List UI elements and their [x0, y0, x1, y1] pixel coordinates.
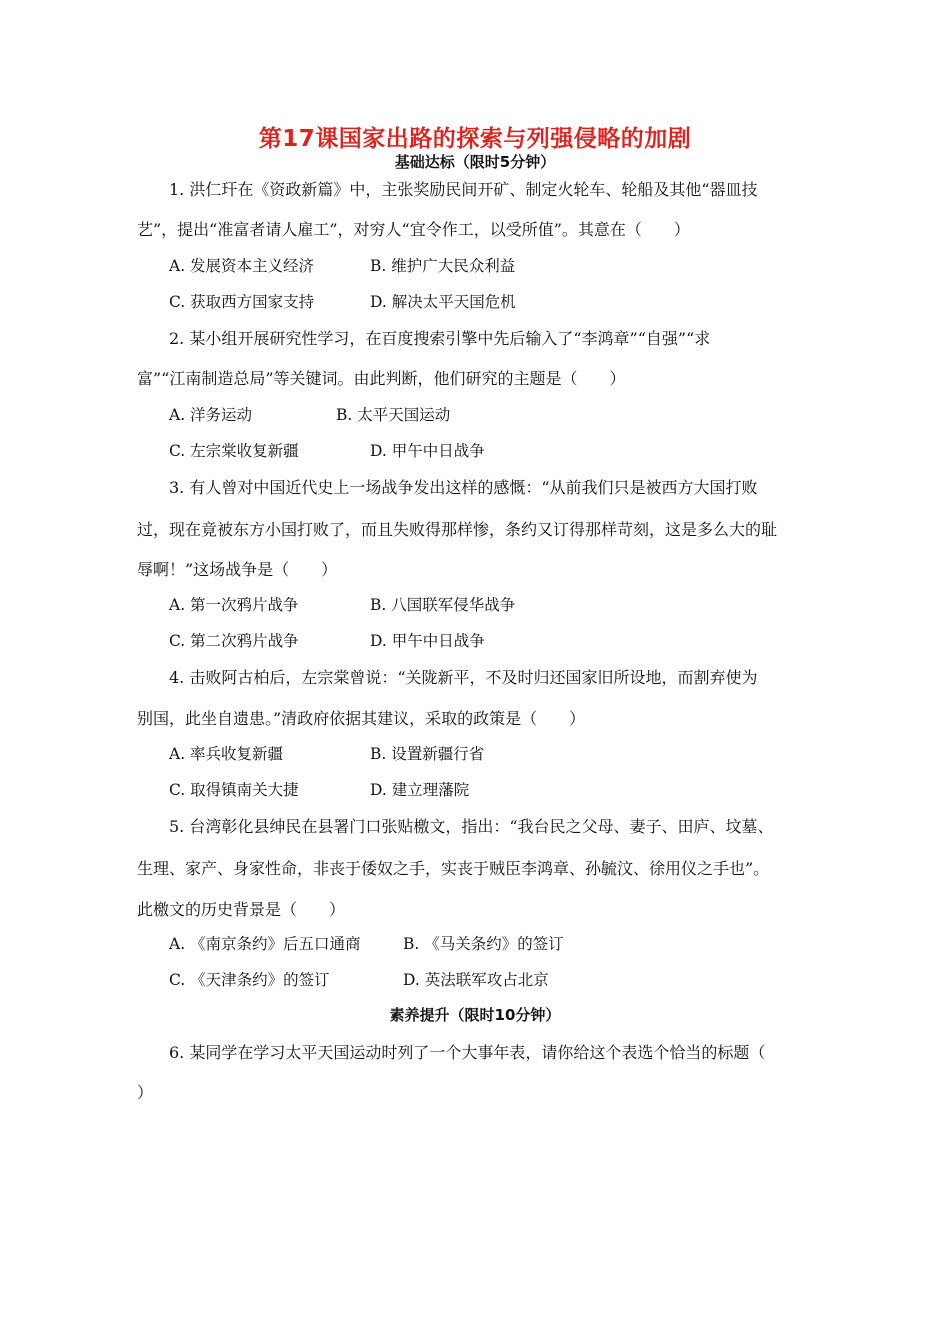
- question-3-line-3: 辱啊！”这场战争是（ ）: [137, 560, 338, 579]
- question-5-option-a: A. 《南京条约》后五口通商: [169, 935, 361, 953]
- question-4-option-a: A. 率兵收复新疆: [169, 745, 284, 763]
- question-1-option-d: D. 解决太平天国危机: [370, 293, 516, 311]
- question-2-option-a: A. 洋务运动: [169, 406, 253, 424]
- question-4-option-b: B. 设置新疆行省: [370, 745, 485, 763]
- question-5-option-c: C. 《天津条约》的签订: [169, 971, 330, 989]
- question-5-line-2: 生理、家产、身家性命，非丧于倭奴之手，实丧于贼臣李鸿章、孙毓汶、徐用仪之手也”。: [137, 859, 770, 878]
- question-3-line-1: 3. 有人曾对中国近代史上一场战争发出这样的感慨：“从前我们只是被西方大国打败: [169, 478, 758, 497]
- question-5-line-1: 5. 台湾彰化县绅民在县署门口张贴檄文，指出：“我台民之父母、妻子、田庐、坟墓、: [169, 817, 774, 836]
- question-3-option-b: B. 八国联军侵华战争: [370, 596, 516, 614]
- question-2-option-c: C. 左宗棠收复新疆: [169, 442, 299, 460]
- question-6-line-2: ）: [137, 1083, 154, 1102]
- question-2-option-b: B. 太平天国运动: [336, 406, 451, 424]
- question-4-option-d: D. 建立理藩院: [370, 781, 470, 799]
- question-1-line-1: 1. 洪仁玕在《资政新篇》中，主张奖励民间开矿、制定火轮车、轮船及其他“器皿技: [169, 180, 758, 199]
- question-2-option-d: D. 甲午中日战争: [370, 442, 485, 460]
- question-5-option-b: B. 《马关条约》的签订: [403, 935, 564, 953]
- section-heading-advanced: 素养提升（限时10分钟）: [389, 1006, 561, 1024]
- question-4-line-2: 别国，此坐自遗患。”清政府依据其建议，采取的政策是（ ）: [137, 709, 586, 728]
- page-title: 第17课国家出路的探索与列强侵略的加剧: [258, 126, 692, 152]
- question-1-option-c: C. 获取西方国家支持: [169, 293, 315, 311]
- question-4-line-1: 4. 击败阿古柏后，左宗棠曾说：“关陇新平，不及时归还国家旧所设地，而割弃使为: [169, 668, 758, 687]
- question-6-line-1: 6. 某同学在学习太平天国运动时列了一个大事年表，请你给这个表选个恰当的标题（: [169, 1043, 766, 1062]
- question-2-line-2: 富”“江南制造总局”等关键词。由此判断，他们研究的主题是（ ）: [137, 369, 626, 388]
- question-1-option-a: A. 发展资本主义经济: [169, 257, 315, 275]
- question-3-line-2: 过，现在竟被东方小国打败了，而且失败得那样惨，条约又订得那样苛刻，这是多么大的耻: [137, 520, 778, 539]
- question-2-line-1: 2. 某小组开展研究性学习，在百度搜索引擎中先后输入了“李鸿章”“自强”“求: [169, 329, 711, 348]
- question-5-line-3: 此檄文的历史背景是（ ）: [137, 900, 346, 919]
- section-heading-basic: 基础达标（限时5分钟）: [394, 153, 556, 171]
- question-3-option-c: C. 第二次鸦片战争: [169, 632, 299, 650]
- question-4-option-c: C. 取得镇南关大捷: [169, 781, 299, 799]
- question-1-option-b: B. 维护广大民众利益: [370, 257, 516, 275]
- question-5-option-d: D. 英法联军攻占北京: [403, 971, 549, 989]
- question-3-option-a: A. 第一次鸦片战争: [169, 596, 299, 614]
- question-1-line-2: 艺”，提出“准富者请人雇工”，对穷人“宜令作工，以受所值”。其意在（ ）: [137, 220, 690, 239]
- question-3-option-d: D. 甲午中日战争: [370, 632, 485, 650]
